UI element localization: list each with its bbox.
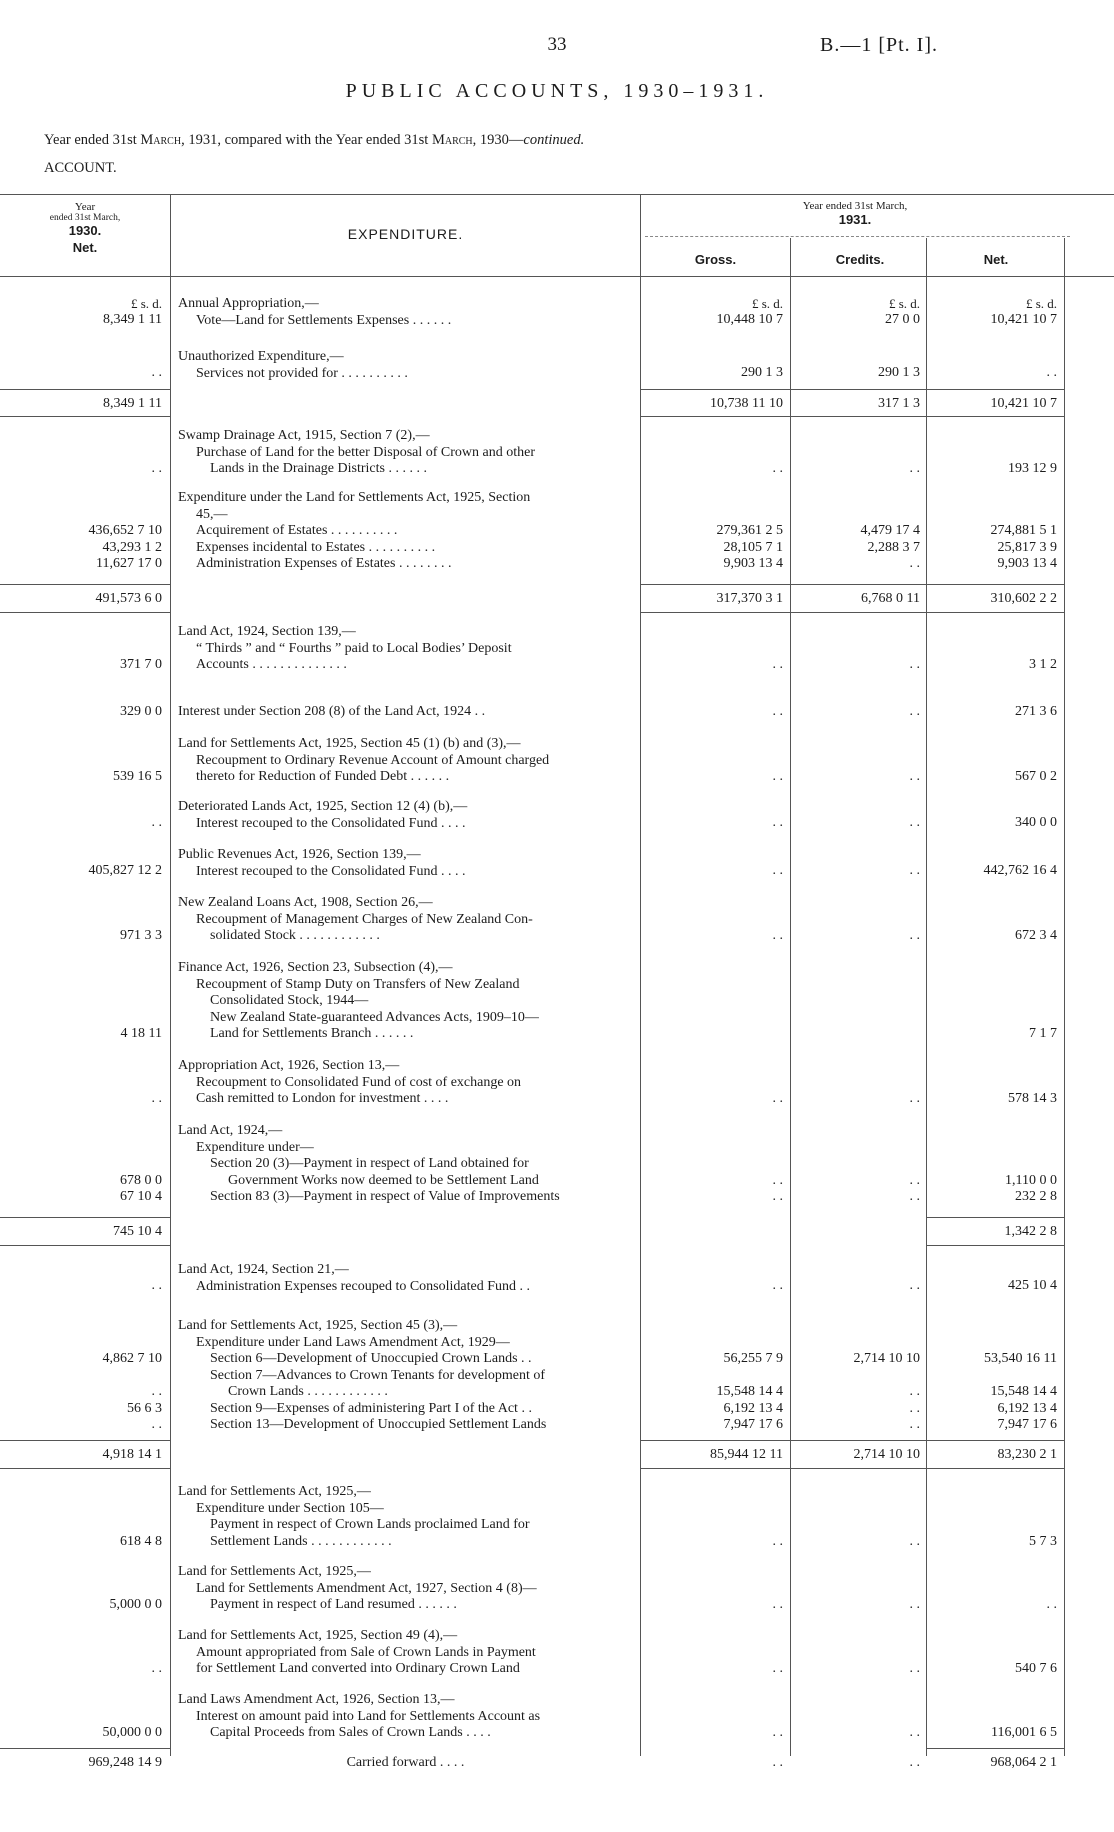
table-top-rule (0, 194, 1114, 195)
gross-value: 56,255 7 9 (723, 1351, 783, 1366)
lsd-prev: £ s. d. (130, 296, 162, 311)
row-description: Land Act, 1924, Section 21,— Administration Expenses recouped to Consolidated Fund . . (178, 1262, 531, 1294)
row-description: New Zealand Loans Act, 1908, Section 26,— Recoupment of Management Charges of New Zealand Con- solidated Stock . . . . . . . . . . . . (178, 895, 533, 943)
lsd-net: £ s. d. (1025, 296, 1057, 311)
total-rule (0, 1748, 170, 1749)
gross-value: . . (772, 1661, 783, 1676)
net-value: 1,110 0 0 (1005, 1172, 1057, 1188)
net-value: 15,548 14 4 (990, 1384, 1057, 1399)
net-value: 540 7 6 (1015, 1661, 1057, 1676)
net-value: 3 1 2 (1029, 657, 1057, 672)
gross-value: 290 1 3 (741, 365, 783, 380)
prev-net: 436,652 7 10 (88, 523, 162, 538)
row-description: Annual Appropriation,— Vote—Land for Settlements Expenses . . . . . . (178, 296, 452, 328)
credits-value: 290 1 3 (878, 365, 920, 380)
prev-net: . . (151, 1384, 162, 1399)
page-title: PUBLIC ACCOUNTS, 1930–1931. (345, 80, 769, 102)
prev-total: 969,248 14 9 (88, 1755, 162, 1770)
credits-value: . . (909, 1400, 920, 1416)
row-description: Land for Settlements Act, 1925,— Expenditure under Section 105— Payment in respect of Crown Lands proclaimed Land for Settlement Lands . . . . . . . . . . . . (178, 1484, 530, 1549)
row-description: Land Act, 1924, Section 139,— “ Thirds ” and “ Fourths ” paid to Local Bodies’ Deposit Accounts . . . . . . . . . . . . . . (178, 624, 512, 672)
net-value: 7 1 7 (1029, 1026, 1057, 1041)
net-value: 232 2 8 (1015, 1189, 1057, 1204)
net-value: . . (1046, 365, 1057, 380)
prev-net: 4,862 7 10 (102, 1351, 162, 1366)
prev-net: . . (151, 365, 162, 380)
credits-value: . . (909, 1189, 920, 1204)
gross-value: . . (772, 704, 783, 719)
prev-net: . . (151, 461, 162, 476)
net-value: 271 3 6 (1015, 704, 1057, 719)
prev-total: 745 10 4 (113, 1224, 162, 1239)
credits-value: . . (909, 815, 920, 830)
net-value: . . (1046, 1597, 1057, 1612)
net-value: 10,421 10 7 (990, 312, 1057, 327)
credits-value: . . (909, 1278, 920, 1293)
total-rule (926, 1245, 1064, 1246)
gross-value: 6,192 13 4 (723, 1400, 783, 1416)
credits-value: . . (909, 928, 920, 943)
credits-value: . . (909, 1533, 920, 1549)
prev-net: . . (151, 1091, 162, 1106)
subtitle: Year ended 31st March, 1931, compared with the Year ended 31st March, 1930—continued. (44, 132, 585, 148)
lsd-gross: £ s. d. (751, 296, 783, 311)
col-divider (790, 238, 791, 1756)
gross-total: 10,738 11 10 (710, 396, 783, 411)
row-description: Land for Settlements Act, 1925, Section 45 (1) (b) and (3),— Recoupment to Ordinary Revenue Account of Amount charged thereto for Reduction of Funded Debt . . . . . . (178, 736, 550, 784)
prev-net: 4 18 11 (120, 1026, 162, 1041)
prev-net: 8,349 1 11 (103, 312, 162, 327)
net-value: 9,903 13 4 (997, 556, 1057, 571)
net-value: 567 0 2 (1015, 769, 1057, 784)
gross-value: 9,903 13 4 (723, 556, 783, 571)
total-rule (926, 1217, 1064, 1218)
net-value: 340 0 0 (1015, 815, 1057, 830)
total-rule (640, 1440, 1064, 1441)
net-total: 968,064 2 1 (990, 1755, 1057, 1770)
credits-value: . . (909, 704, 920, 719)
row-description: Expenditure under the Land for Settlements Act, 1925, Section 45,— Acquirement of Estates . . . . . . . . . . Expenses incidental to Estates . . . . . . . . . . Administration Expenses of Estates . . . . . . . . (178, 490, 531, 571)
lsd-credits: £ s. d. (888, 296, 920, 311)
prev-net: 5,000 0 0 (109, 1597, 162, 1612)
gross-value: . . (772, 1091, 783, 1106)
prev-net: 11,627 17 0 (96, 556, 162, 571)
credits-value: . . (909, 1597, 920, 1612)
total-rule (640, 416, 1064, 417)
prev-net: 539 16 5 (113, 769, 162, 784)
credits-value: . . (909, 1091, 920, 1106)
net-total: 10,421 10 7 (990, 396, 1057, 411)
gross-value: . . (772, 1533, 783, 1549)
credits-value: 27 0 0 (885, 312, 920, 327)
page-number: 33 (547, 34, 567, 55)
gross-value: 15,548 14 4 (716, 1384, 783, 1399)
col-divider (640, 194, 641, 1756)
total-rule (0, 1440, 170, 1441)
header-bottom-rule (0, 276, 1114, 277)
net-header: Net. (983, 252, 1009, 267)
net-value: 672 3 4 (1015, 928, 1057, 943)
prev-net: 43,293 1 2 (102, 539, 162, 555)
credits-total: 317 1 3 (878, 396, 920, 411)
prev-total: 8,349 1 11 (103, 396, 162, 411)
row-description: Land Act, 1924,— Expenditure under— Section 20 (3)—Payment in respect of Land obtained for Government Works now deemed to be Settlement Land Section 83 (3)—Payment in respect of Value of Improvements (178, 1123, 560, 1204)
credits-value: 4,479 17 4 (860, 523, 920, 538)
total-rule (0, 612, 170, 613)
prev-net: 67 10 4 (120, 1189, 162, 1204)
credits-value: . . (909, 1384, 920, 1399)
gross-value: . . (772, 1725, 783, 1740)
credits-value: . . (909, 461, 920, 476)
credits-value: . . (909, 1725, 920, 1740)
expenditure-header: EXPENDITURE. (347, 226, 464, 242)
net-value: 274,881 5 1 (990, 523, 1057, 538)
gross-value: . . (772, 863, 783, 878)
credits-total: 2,714 10 10 (853, 1447, 920, 1462)
net-value: 6,192 13 4 (997, 1400, 1057, 1416)
current-year-header: Year ended 31st March, 1931. (802, 200, 908, 227)
prev-net: 56 6 3 (127, 1400, 162, 1416)
prev-net: 678 0 0 (120, 1172, 162, 1188)
prev-net: 618 4 8 (120, 1533, 162, 1549)
row-description: Land for Settlements Act, 1925, Section 45 (3),— Expenditure under Land Laws Amendment Act, 1929— Section 6—Development of Unoccupied Crown Lands . . Section 7—Advances to Crown Tenants for development of Crown Lands . . . . . . . . . . . . Section 9—Expenses of administering Part I of the Act . . Section 13—Development of Unoccupied Settlement Lands (178, 1318, 547, 1432)
gross-value: . . (772, 461, 783, 476)
gross-value: . . (772, 1755, 783, 1770)
row-description: Land Laws Amendment Act, 1926, Section 13,— Interest on amount paid into Land for Settlements Account as Capital Proceeds from Sales of Crown Lands . . . . (178, 1692, 541, 1740)
gross-value: . . (772, 1189, 783, 1204)
document-reference: B.—1 [Pt. I]. (820, 34, 938, 56)
total-rule (0, 416, 170, 417)
gross-value: . . (772, 1172, 783, 1188)
credits-value: . . (909, 1755, 920, 1770)
credits-total: 6,768 0 11 (861, 591, 920, 606)
total-rule (640, 1468, 1064, 1469)
net-value: 578 14 3 (1008, 1091, 1057, 1106)
credits-value: . . (909, 556, 920, 571)
net-value: 7,947 17 6 (997, 1417, 1057, 1432)
credits-value: 2,288 3 7 (867, 539, 920, 555)
prev-total: 491,573 6 0 (95, 591, 162, 606)
row-description: Appropriation Act, 1926, Section 13,— Recoupment to Consolidated Fund of cost of exchange on Cash remitted to London for investment . . . . (178, 1058, 522, 1106)
total-rule (0, 1245, 170, 1246)
carried-forward-label: Carried forward . . . . (346, 1755, 465, 1770)
net-total: 83,230 2 1 (997, 1447, 1057, 1462)
row-description: Swamp Drainage Act, 1915, Section 7 (2),— Purchase of Land for the better Disposal of Crown and other Lands in the Drainage Districts . . . . . . (178, 428, 536, 476)
prev-net: 405,827 12 2 (88, 863, 162, 878)
gross-header: Gross. (694, 252, 737, 267)
gross-total: 85,944 12 11 (710, 1447, 783, 1462)
row-description: Public Revenues Act, 1926, Section 139,— Interest recouped to the Consolidated Fund . . . . (178, 847, 466, 879)
account-label: ACCOUNT. (44, 160, 117, 176)
row-description: Deteriorated Lands Act, 1925, Section 12 (4) (b),— Interest recouped to the Consolidated Fund . . . . (178, 799, 468, 831)
credits-value: 2,714 10 10 (853, 1351, 920, 1366)
prev-net: . . (151, 1661, 162, 1676)
net-value: 425 10 4 (1008, 1278, 1057, 1293)
net-total: 310,602 2 2 (990, 591, 1057, 606)
total-rule (640, 612, 1064, 613)
gross-value: . . (772, 769, 783, 784)
total-rule (640, 584, 1064, 585)
prev-net: 971 3 3 (120, 928, 162, 943)
gross-value: . . (772, 928, 783, 943)
gross-value: 10,448 10 7 (716, 312, 783, 327)
prev-net: . . (151, 1278, 162, 1293)
credits-value: . . (909, 1172, 920, 1188)
net-value: 5 7 3 (1029, 1533, 1057, 1549)
row-description: Land for Settlements Act, 1925, Section 49 (4),— Amount appropriated from Sale of Crown Lands in Payment for Settlement Land converted into Ordinary Crown Land (178, 1628, 536, 1676)
col-divider (170, 194, 171, 1756)
col-divider (1064, 238, 1065, 1756)
credits-value: . . (909, 769, 920, 784)
total-rule (640, 389, 1064, 390)
row-description: Interest under Section 208 (8) of the Land Act, 1924 . . (178, 704, 486, 719)
prev-net: . . (151, 815, 162, 830)
total-rule (926, 1748, 1064, 1749)
credits-value: . . (909, 863, 920, 878)
gross-total: 317,370 3 1 (716, 591, 783, 606)
current-year-rule (645, 236, 1070, 237)
total-rule (0, 1217, 170, 1218)
prev-net: . . (151, 1417, 162, 1432)
net-value: 53,540 16 11 (984, 1351, 1057, 1366)
gross-value: . . (772, 1597, 783, 1612)
net-total: 1,342 2 8 (1004, 1224, 1057, 1239)
prev-net: 371 7 0 (120, 657, 162, 672)
gross-value: 7,947 17 6 (723, 1417, 783, 1432)
net-value: 116,001 6 5 (991, 1725, 1057, 1740)
credits-header: Credits. (835, 252, 885, 267)
credits-value: . . (909, 657, 920, 672)
total-rule (0, 1468, 170, 1469)
total-rule (0, 389, 170, 390)
gross-value: . . (772, 657, 783, 672)
row-description: Unauthorized Expenditure,— Services not provided for . . . . . . . . . . (178, 349, 408, 381)
row-description: Land for Settlements Act, 1925,— Land for Settlements Amendment Act, 1927, Section 4 (8)— Payment in respect of Land resumed . . . . . . (178, 1564, 537, 1612)
gross-value: . . (772, 1278, 783, 1293)
prev-net: 329 0 0 (120, 704, 162, 719)
prev-total: 4,918 14 1 (102, 1447, 162, 1462)
credits-value: . . (909, 1661, 920, 1676)
col-divider (926, 238, 927, 1756)
prev-year-header: Year ended 31st March, 1930. Net. (49, 201, 121, 255)
row-description: Finance Act, 1926, Section 23, Subsection (4),— Recoupment of Stamp Duty on Transfers of New Zealand Consolidated Stock, 1944— New Zealand State-guaranteed Advances Acts, 1909–10— Land for Settlements Branch . . . . . . (178, 960, 539, 1041)
gross-value: 279,361 2 5 (716, 523, 783, 538)
net-value: 442,762 16 4 (983, 863, 1057, 878)
prev-net: 50,000 0 0 (102, 1725, 162, 1740)
credits-value: . . (909, 1417, 920, 1432)
gross-value: 28,105 7 1 (723, 539, 783, 555)
net-value: 25,817 3 9 (997, 539, 1057, 555)
total-rule (0, 584, 170, 585)
net-value: 193 12 9 (1008, 461, 1057, 476)
gross-value: . . (772, 815, 783, 830)
